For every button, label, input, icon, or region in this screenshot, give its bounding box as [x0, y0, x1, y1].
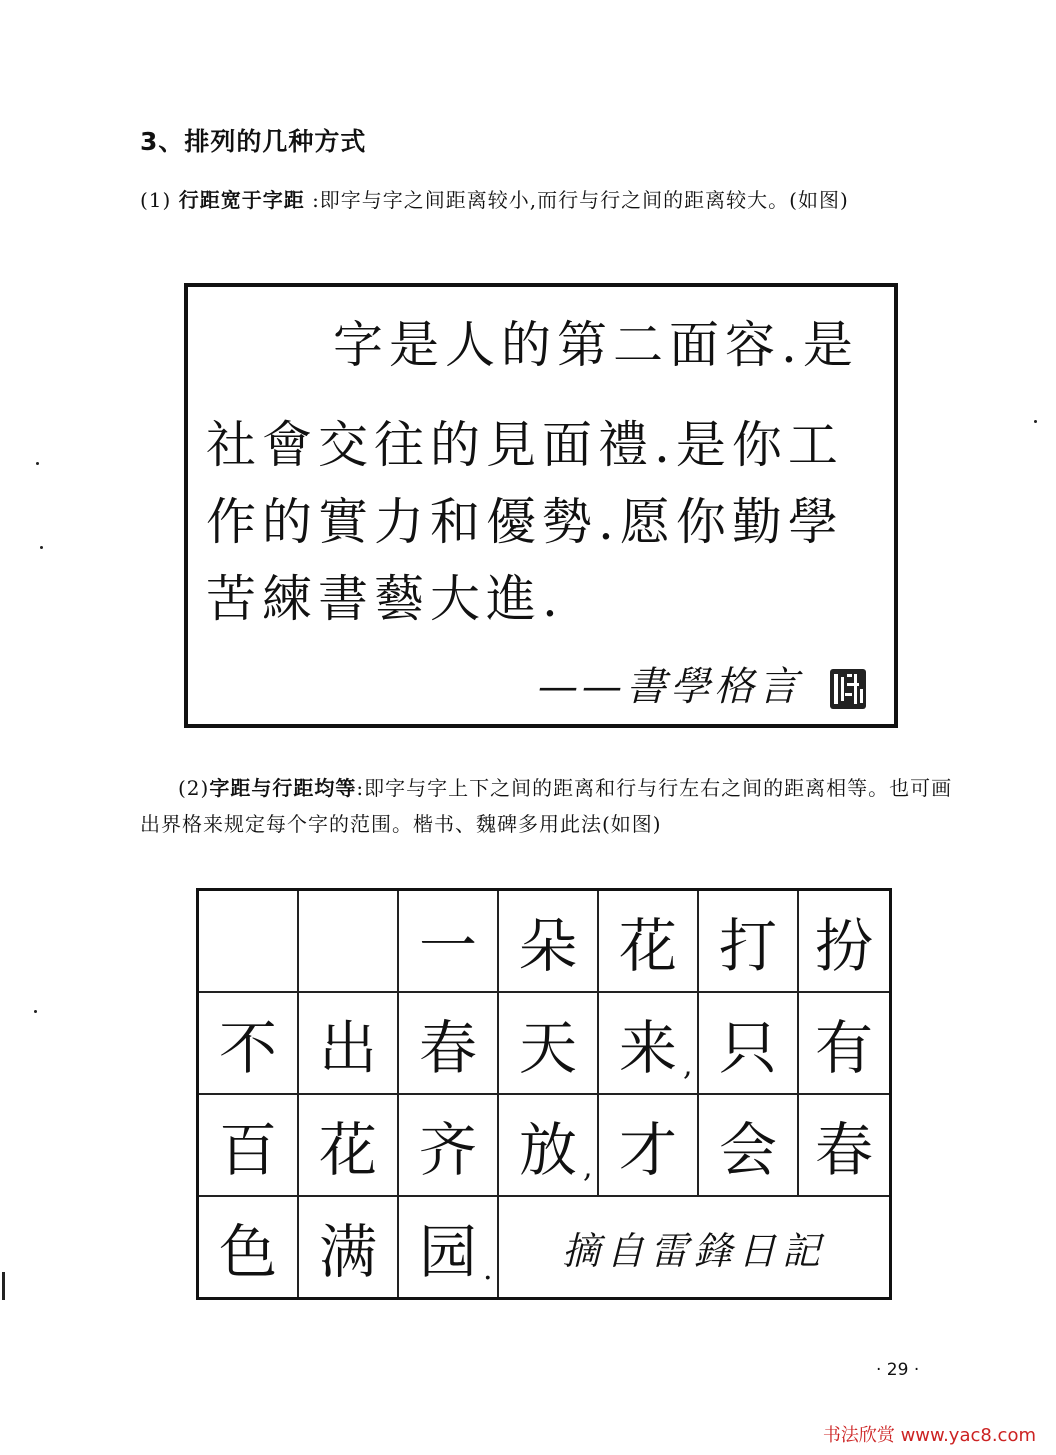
- grid-cell: 百: [199, 1095, 299, 1197]
- comma-mark: ,: [683, 1048, 693, 1083]
- scan-speck: [34, 1010, 37, 1013]
- paragraph-2: [140, 770, 960, 842]
- figure-2-signature: 摘自雷鋒日記: [561, 1228, 826, 1273]
- grid-cell: 一: [399, 891, 499, 993]
- grid-cell: 朵: [499, 891, 599, 993]
- seal-stamp-icon: [830, 669, 866, 709]
- grid-cell: 放: [499, 1095, 599, 1197]
- paragraph-2-label: (2): [178, 776, 210, 800]
- figure-1-frame: [184, 283, 898, 728]
- grid-cell: 出: [299, 993, 399, 1095]
- paragraph-1-term: 行距宽于字距: [178, 188, 305, 212]
- page-number: · 29 ·: [876, 1360, 920, 1380]
- figure-1-line: 作的實力和優勢.愿你勤學: [206, 493, 844, 551]
- grid-cell: 只: [699, 993, 799, 1095]
- grid-cell: 花: [299, 1095, 399, 1197]
- paragraph-2-text: :即字与字上下之间的距离和行与行左右之间的距离相等。也可画出界格来规定每个字的范围。楷书、魏碑多用此法(如图): [140, 776, 953, 836]
- paragraph-1: [140, 182, 849, 218]
- grid-cell: 春: [399, 993, 499, 1095]
- grid-cell: [199, 891, 299, 993]
- grid-cell: 来: [599, 993, 699, 1095]
- figure-1-signature: ——書學格言: [538, 664, 802, 710]
- grid-cell: 会: [699, 1095, 799, 1197]
- figure-1-line: 苦練書藝大進.: [206, 570, 564, 628]
- paragraph-2-term: 字距与行距均等: [209, 776, 357, 800]
- paragraph-1-text: :即字与字之间距离较小,而行与行之间的距离较大。(如图): [312, 188, 849, 212]
- grid-cell: 才: [599, 1095, 699, 1197]
- period-mark: .: [483, 1252, 493, 1287]
- figure-2-grid: [196, 888, 892, 1300]
- grid-cell: 花: [599, 891, 699, 993]
- comma-mark: ,: [583, 1150, 593, 1185]
- grid-cell: 扮: [799, 891, 889, 993]
- grid-cell: 打: [699, 891, 799, 993]
- grid-cell: 不: [199, 993, 299, 1095]
- grid-cell: 色: [199, 1197, 299, 1297]
- grid-cell: 满: [299, 1197, 399, 1297]
- paragraph-1-label: (1): [140, 188, 172, 212]
- grid-cell: 齐: [399, 1095, 499, 1197]
- scan-speck: [40, 546, 43, 549]
- grid-cell: 天: [499, 993, 599, 1095]
- grid-cell: 春: [799, 1095, 889, 1197]
- scan-speck: [1034, 420, 1037, 423]
- scan-speck: [36, 462, 39, 465]
- grid-cell: 园: [399, 1197, 499, 1297]
- section-title: 3、排列的几种方式: [140, 127, 367, 156]
- figure-1-line: 社會交往的見面禮.是你工: [206, 416, 844, 474]
- grid-cell: 有: [799, 993, 889, 1095]
- scan-speck: [2, 1272, 5, 1300]
- grid-cell: [299, 891, 399, 993]
- figure-1-line: 字是人的第二面容.是: [333, 316, 859, 374]
- site-watermark: 书法欣赏 www.yac8.com: [822, 1425, 1036, 1446]
